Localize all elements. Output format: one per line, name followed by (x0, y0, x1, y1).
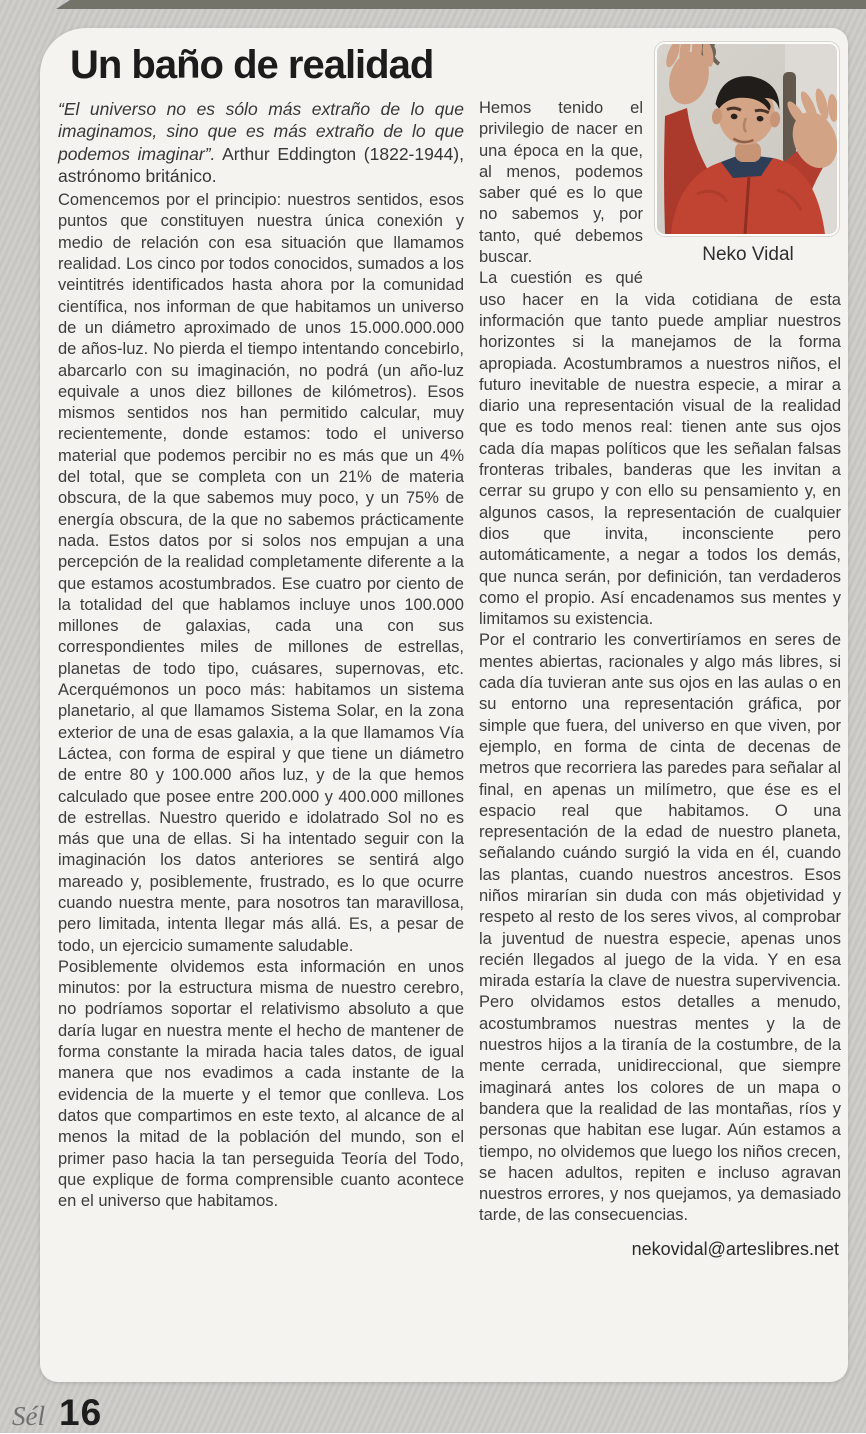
quote-text: “El universo no es sólo más extraño de lo que imaginamos, sino que es más extraño de lo que podemos imaginar”. (58, 99, 464, 164)
left-column (58, 98, 464, 1260)
article-card (40, 28, 848, 1382)
right-column (479, 98, 841, 1260)
magazine-logo: Sél (12, 1401, 45, 1431)
right-paragraph-1: Hemos tenido el privilegio de nacer en una época en la que, al menos, podemos saber qué es lo que no sabemos y, por tanto, qué debemos buscar. (479, 99, 643, 267)
quote-attribution: Arthur Eddington (1822-1944), astrónomo británico. (58, 143, 464, 186)
page-footer (12, 1392, 102, 1434)
author-photo (655, 42, 839, 236)
left-paragraph-2: Posiblemente olvidemos esta información en unos minutos: por la estructura misma de nuestro cerebro, no podríamos soportar el relativismo absoluto a que daría lugar en nuestra mente el hecho de mantener de forma constante la mirada hacia tales datos, de igual manera que nos evadimos a cada instante de la evidencia de la muerte y el temor que conlleva. Los datos que compartimos en este texto, al alcance de al menos la mitad de la población del mundo, son el primer paso hacia la tan perseguida Teoría del Todo, que explique de forma comprensible cuanto acontece en el universo que habitamos. (58, 957, 464, 1211)
author-email: nekovidal@arteslibres.net (631, 1238, 839, 1259)
photo-caption: Neko Vidal (702, 244, 794, 265)
left-paragraph-1: Comencemos por el principio: nuestros sentidos, esos puntos que constituyen nuestra única conexión y medio de relación con esa situación que llamamos realidad. Los cinco por todos conocidos, sumados a los veintitrés identificados hasta ahora por la comunidad científica, nos informan de que habitamos un universo de un diámetro aproximado de unos 15.000.000.000 de años-luz. No pierda el tiempo intentando concebirlo, abarcarlo con su imaginación, no podrá (un año-luz equivale a unos diez billones de kilómetros). Esos mismos sentidos nos han permitido calcular, muy recientemente, donde estamos: todo el universo material que podemos percibir no es más que un 4% del total, que se completa con un 21% de materia obscura, de la que sabemos muy poco, y un 75% de energía obscura, de la que no sabemos prácticamente nada. Estos datos por si solos nos empujan a una percepción de la realidad completamente diferente a la que estamos acostumbrados. Ese cuatro por ciento de la totalidad del que hablamos incluye unos 100.000 millones de galaxias, cada una con sus correspondientes miles de millones de estrellas, planetas de todo tipo, cuásares, supernovas, etc. Acerquémonos un poco más: habitamos un sistema planetario, al que llamamos Sistema Solar, en la zona exterior de una de esas galaxia, a la que llamamos Vía Láctea, con forma de espiral y que tiene un diámetro de entre 80 y 100.000 años luz, y de la que hemos calculado que posee entre 200.000 y 400.000 millones de estrellas. Nuestro querido e idolatrado Sol no es más que una de ellas. Si ha intentado seguir con la imaginación los datos anteriores se sentirá algo mareado y, posiblemente, frustrado, es lo que ocurre cuando nuestra mente, para nosotros tan maravillosa, pero limitada, intenta llegar más allá. Es, a pesar de todo, un ejercicio sumamente saludable. (58, 191, 464, 955)
top-accent-bar (56, 0, 866, 9)
author-figure (655, 42, 841, 266)
article-columns (40, 98, 848, 1260)
author-photo-illustration (657, 44, 837, 234)
page-title: Un baño de realidad (70, 43, 434, 87)
right-paragraph-2: La cuestión es qué uso hacer en la vida cotidiana de esta información que tanto puede ampliar nuestros horizontes si la manejamos de la forma apropiada. Acostumbramos a nuestros niños, el futuro inevitable de nuestra especie, a mirar a diario una representación visual de la realidad que es todo menos real: tienen ante sus ojos cada día mapas políticos que les señalan falsas fronteras tribales, banderas que les invitan a cerrar su grupo y con ello su pensamiento y, en algunos casos, la representación de cualquier dios que invita, inconsciente pero automáticamente, a negar a todos los demás, que nunca serán, por definición, tan verdaderos como el propio. Así encadenamos sus mentes y limitamos su existencia. (479, 269, 841, 629)
right-paragraph-3: Por el contrario les convertiríamos en seres de mentes abiertas, racionales y algo más libres, si cada día tuvieran ante sus ojos en las aulas o en su entorno una representación gráfica, por simple que fuera, del universo en que viven, por ejemplo, en forma de cinta de decenas de metros que recorriera las paredes para señalar al final, en apenas un milímetro, que ése es el espacio real que habitamos. O una representación de la edad de nuestro planeta, señalando cuándo surgió la vida en él, cuando las plantas, cuando nuestros ancestros. Esos niños mirarían sin duda con más objetividad y respeto al resto de los seres vivos, al comprobar la juventud de nuestra especie, apenas unos recién llegados al juego de la vida. Y en esa mirada estaría la clave de nuestra supervivencia. Pero olvidamos estos detalles a menudo, acostumbramos nuestras mentes y la de nuestros hijos a la tiranía de la costumbre, de la mente cerrada, unidireccional, que siempre imaginará antes los colores de un mapa o bandera que la realidad de las montañas, ríos y personas que habitan ese lugar. Aún estamos a tiempo, no olvidemos que luego los niños crecen, se hacen adultos, repiten e incluso agravan nuestros errores, y nos quejamos, ya demasiado tarde, de las consecuencias. (479, 631, 841, 1225)
quote-paragraph (58, 98, 464, 187)
page-number: 16 (59, 1392, 103, 1433)
